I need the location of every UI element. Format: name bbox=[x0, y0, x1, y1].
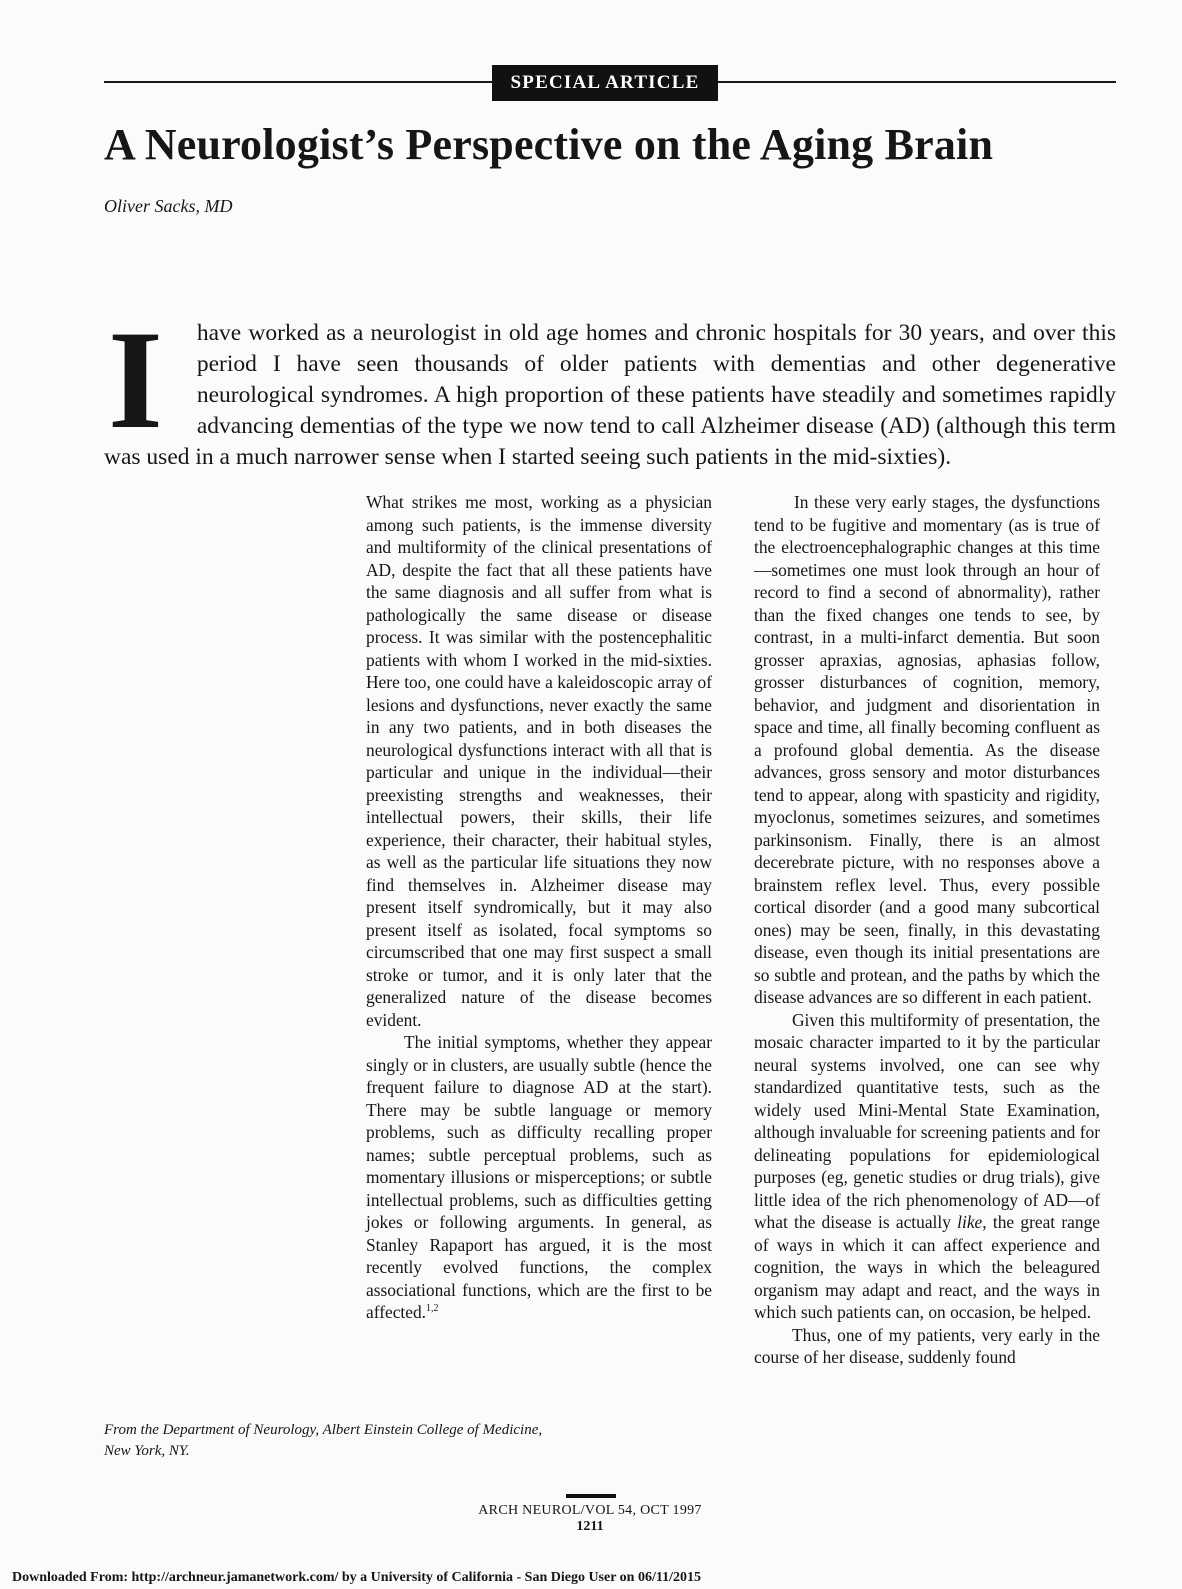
article-title: A Neurologist’s Perspective on the Aging Brain bbox=[104, 120, 994, 169]
intro-text: have worked as a neurologist in old age homes and chronic hospitals for 30 years, and over this period I have seen thousands of older patients with dementias and other degenerative neurological syndromes. A high proportion of these patients have steadily and sometimes rapidly advancing dementias of the type we now tend to call Alzheimer disease (AD) (although this term was used in a much narrower sense when I started seeing such patients in the mid-sixties). bbox=[104, 320, 1116, 470]
page-number: 1211 bbox=[576, 1519, 604, 1534]
col2-paragraph-1: In these very early stages, the dysfunctions tend to be fugitive and momentary (as is true of the electroencephalographic changes at this time—sometimes one must look through an hour of record to find a second of abnormality), rather than the fixed changes one tends to see, by contrast, in a multi-infarct dementia. But soon grosser apraxias, agnosias, aphasias follow, grosser disturbances of cognition, memory, behavior, and judgment and disorientation in space and time, all finally becoming confluent as a profound global dementia. As the disease advances, gross sensory and motor disturbances tend to appear, along with spasticity and rigidity, myoclonus, sometimes seizures, and sometimes parkinsonism. Finally, there is an almost decerebrate picture, with no responses above a brainstem reflex level. Thus, every possible cortical disorder (and a good many subcortical ones) may be seen, finally, in this devastating disease, even though its initial presentations are so subtle and protean, and the paths by which the disease advances are so different in each patient. bbox=[754, 492, 1100, 1007]
col1-paragraph-2-text: The initial symptoms, whether they appear singly or in clusters, are usually subtle (hence the frequent failure to diagnose AD at the start). There may be subtle language or memory problems, such as difficulty recalling proper names; subtle perceptual problems, such as momentary illusions or misperceptions; or subtle intellectual problems, such as difficulties getting jokes or following arguments. In general, as Stanley Rapaport has argued, it is the most recently evolved functions, the complex associational functions, which are the first to be affected. bbox=[366, 1032, 712, 1322]
reference-superscript: 1,2 bbox=[426, 1303, 439, 1314]
drop-cap: I bbox=[108, 302, 163, 458]
col2-paragraph-2 bbox=[754, 1009, 1100, 1324]
footer-rule bbox=[566, 1494, 616, 1498]
body-column-1 bbox=[366, 491, 712, 1324]
header-rule-right bbox=[718, 81, 1116, 83]
col1-paragraph-1: What strikes me most, working as a physician among such patients, is the immense diversity and multiformity of the clinical presentations of AD, despite the fact that all these patients have the same diagnosis and all suffer from what is pathologically the same disease or disease process. It was similar with the postencephalitic patients with whom I worked in the mid-sixties. Here too, one could have a kaleidoscopic array of lesions and dysfunctions, never exactly the same in any two patients, and in both diseases the neurological dysfunctions interact with all that is particular and unique in the individual—their preexisting strengths and weaknesses, their intellectual powers, their skills, their life experience, their character, their habitual styles, as well as the particular life situations they now find themselves in. Alzheimer disease may present itself syndromically, but it may also present itself as isolated, focal symptoms so circumscribed that one may first suspect a small stroke or tumor, and it is only later that the generalized nature of the disease becomes evident. bbox=[366, 492, 712, 1030]
affiliation-line-1: From the Department of Neurology, Albert Einstein College of Medicine, bbox=[104, 1422, 543, 1438]
journal-citation: ARCH NEUROL/VOL 54, OCT 1997 bbox=[478, 1503, 702, 1518]
intro-paragraph bbox=[104, 302, 1116, 473]
body-column-2 bbox=[754, 491, 1100, 1369]
col2-emphasis: like bbox=[957, 1212, 983, 1232]
author-byline: Oliver Sacks, MD bbox=[104, 196, 233, 216]
col2-paragraph-2-text-a: Given this multiformity of presentation, the mosaic character imparted to it by the particular neural systems involved, one can see why standardized quantitative tests, such as the widely used Mini-Mental State Examination, although invaluable for screening patients and for delineating populations for epidemiological purposes (eg, genetic studies or drug trials), give little idea of the rich phenomenology of AD—of what the disease is actually bbox=[754, 1009, 1100, 1232]
col2-paragraph-2-text-b: , the great range of ways in which it can affect experience and cognition, the ways in which the beleagured organism may adapt and react, and the ways in which such patients can, on occasion, be helped. bbox=[754, 1212, 1100, 1322]
col1-paragraph-2 bbox=[366, 1031, 712, 1324]
col2-paragraph-3: Thus, one of my patients, very early in the course of her disease, suddenly found bbox=[754, 1324, 1100, 1367]
header-rule-left bbox=[104, 81, 492, 83]
download-notice: Downloaded From: http://archneur.jamanetwork.com/ by a University of California - San Diego User on 06/11/2015 bbox=[12, 1570, 701, 1585]
section-label: SPECIAL ARTICLE bbox=[492, 65, 718, 101]
affiliation-note bbox=[104, 1420, 624, 1462]
affiliation-line-2: New York, NY. bbox=[104, 1443, 190, 1459]
